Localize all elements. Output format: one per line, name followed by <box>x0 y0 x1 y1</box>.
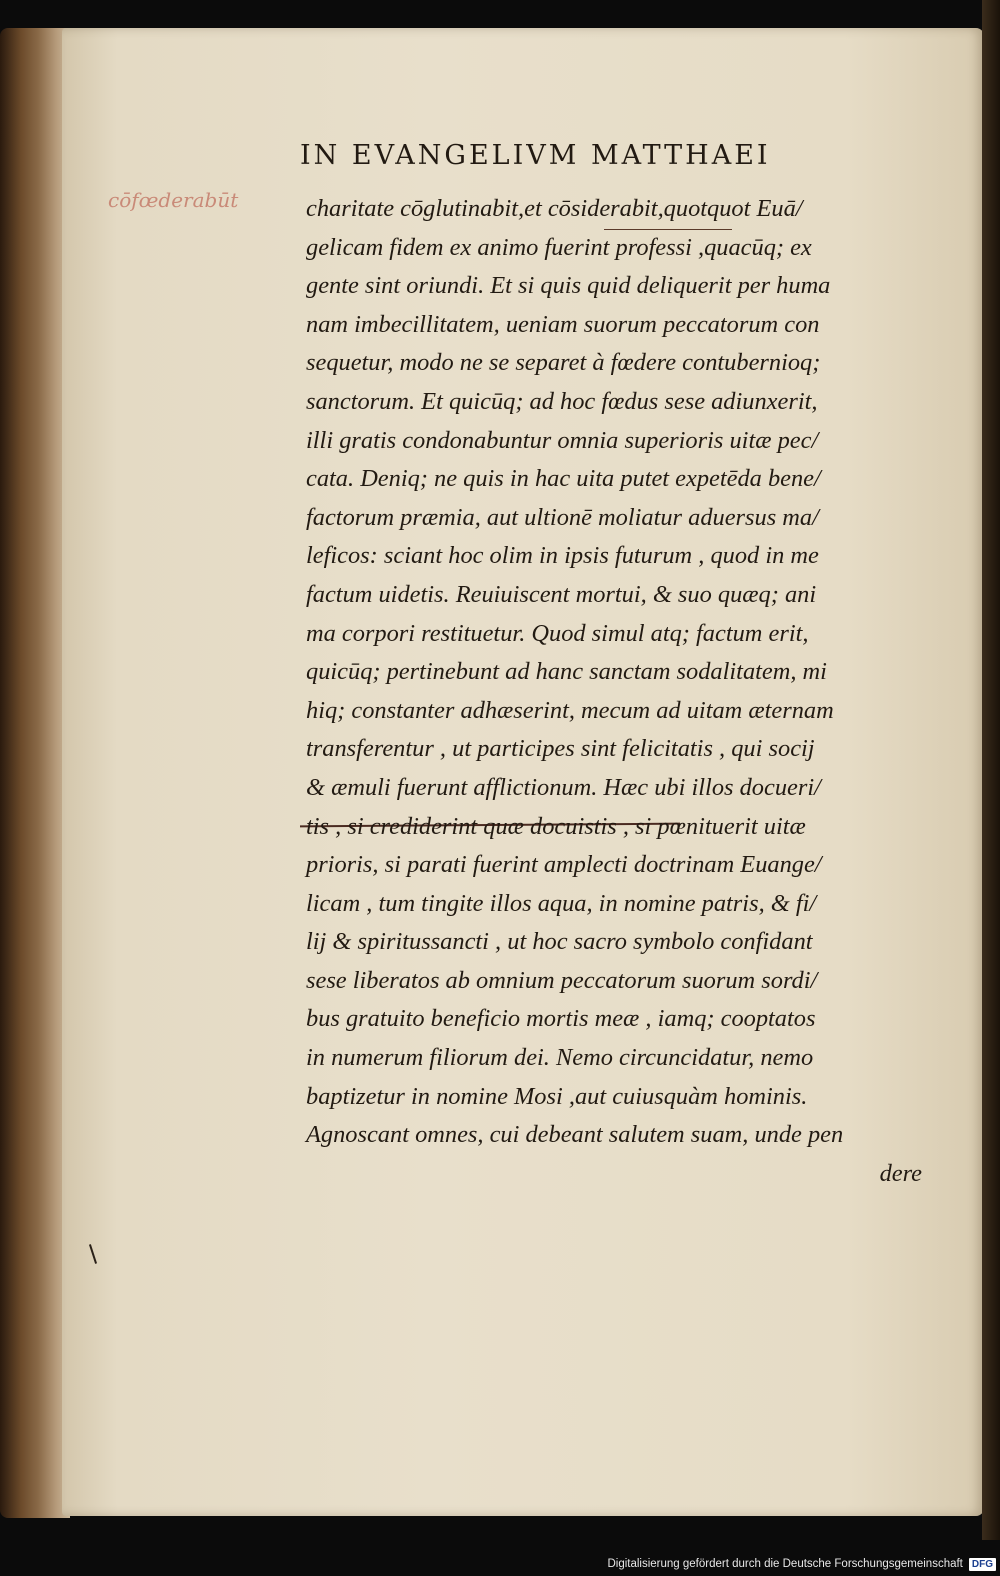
margin-note: cōfœderabūt <box>108 188 239 212</box>
text-line: sanctorum. Et quicūq; ad hoc fœdus sese adiunxerit, <box>306 387 818 415</box>
text-line: & æmuli fuerunt afflictionum. Hæc ubi illos docueri/ <box>306 773 821 801</box>
text-line: gelicam fidem ex animo fuerint professi ,quacūq; ex <box>306 233 812 261</box>
text-line: factorum præmia, aut ultionē moliatur aduersus ma/ <box>306 503 819 531</box>
text-line: quicūq; pertinebunt ad hanc sanctam sodalitatem, mi <box>306 658 827 686</box>
text-line: sequetur, modo ne se separet à fœdere contubernioq; <box>306 349 821 377</box>
text-line: leficos: sciant hoc olim in ipsis futurum , quod in me <box>306 542 819 570</box>
running-head: IN EVANGELIVM MATTHAEI <box>300 140 771 171</box>
text-line: gente sint oriundi. Et si quis quid deliquerit per huma <box>306 272 831 300</box>
text-line: illi gratis condonabuntur omnia superioris uitæ pec/ <box>306 426 819 454</box>
text-line: bus gratuito beneficio mortis meæ , iamq; cooptatos <box>306 1005 816 1033</box>
text-line: sese liberatos ab omnium peccatorum suorum sordi/ <box>306 966 818 994</box>
text-line: nam imbecillitatem, ueniam suorum peccatorum con <box>306 310 820 338</box>
body-text <box>306 190 922 1193</box>
text-line: ma corpori restituetur. Quod simul atq; factum erit, <box>306 619 809 647</box>
text-line: tis , si crediderint quæ docuistis , si pœnituerit uitæ <box>306 812 806 840</box>
text-line: charitate cōglutinabit,et cōsiderabit,quotquot Euā/ <box>306 195 803 222</box>
funding-notice: Digitalisierung gefördert durch die Deutsche Forschungsgemeinschaft <box>607 1558 963 1570</box>
dfg-logo: DFG <box>969 1558 996 1571</box>
text-line: baptizetur in nomine Mosi ,aut cuiusquàm hominis. <box>306 1082 808 1110</box>
text-line: Agnoscant omnes, cui debeant salutem suam, unde pen <box>306 1121 844 1149</box>
text-line: factum uidetis. Reuiuiscent mortui, & suo quæq; ani <box>306 580 817 608</box>
catchword: dere <box>879 1159 922 1187</box>
text-line: hiq; constanter adhæserint, mecum ad uitam æternam <box>306 696 834 724</box>
text-line: licam , tum tingite illos aqua, in nomine patris, & fi/ <box>306 889 817 917</box>
book-spine-edge <box>0 28 70 1518</box>
page-right-edge <box>982 0 1000 1540</box>
footer-bar <box>600 1552 1000 1576</box>
text-line: prioris, si parati fuerint amplecti doctrinam Euange/ <box>306 851 822 879</box>
text-line: lij & spiritussancti , ut hoc sacro symbolo confidant <box>306 928 813 956</box>
text-line: transferentur , ut participes sint felicitatis , qui socij <box>306 735 815 763</box>
text-line: in numerum filiorum dei. Nemo circuncidatur, nemo <box>306 1044 814 1072</box>
text-line: cata. Deniq; ne quis in hac uita putet expetēda bene/ <box>306 465 821 493</box>
